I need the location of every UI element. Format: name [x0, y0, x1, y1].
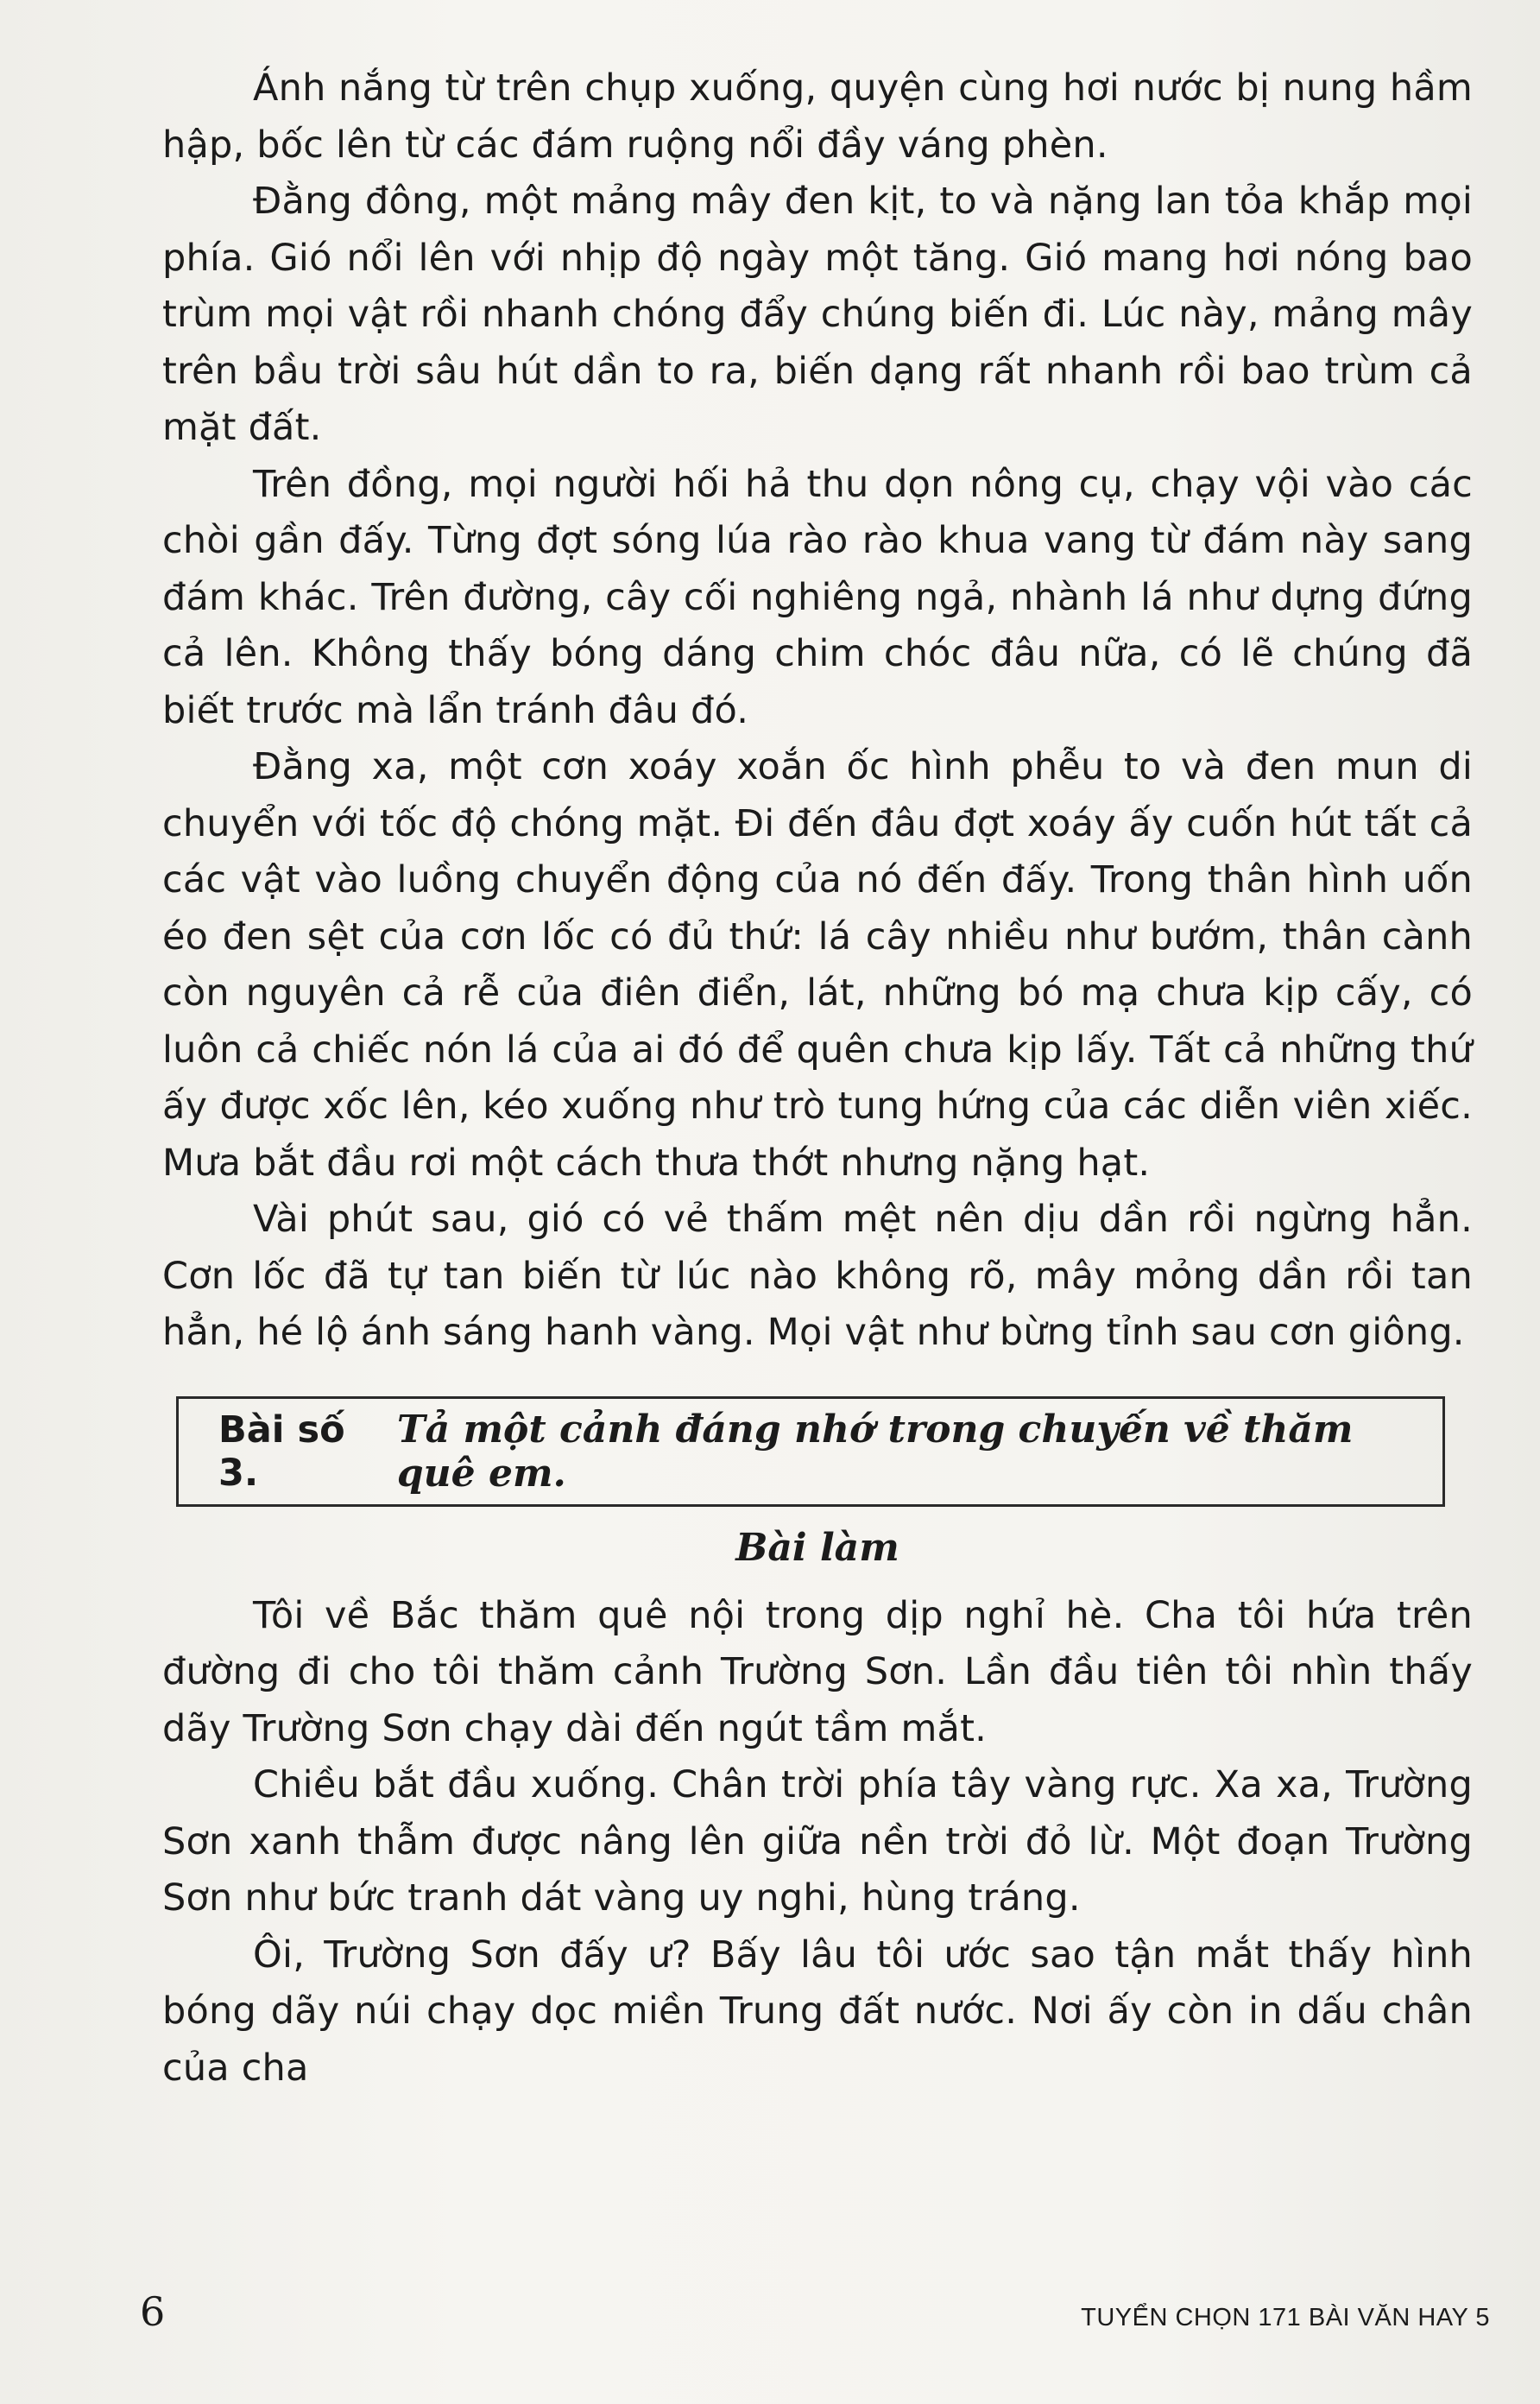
paragraph: Chiều bắt đầu xuống. Chân trời phía tây vàng rực. Xa xa, Trường Sơn xanh thẫm được nâng lên giữa nền trời đỏ lừ. Một đoạn Trường Sơn như bức tranh dát vàng uy nghi, hùng tráng. [162, 1763, 1473, 1920]
paragraph: Trên đồng, mọi người hối hả thu dọn nông cụ, chạy vội vào các chòi gần đấy. Từng đợt sóng lúa rào rào khua vang từ đám này sang đám khác. Trên đường, cây cối nghiêng ngả, nhành lá như dựng đứng cả lên. Không thấy bóng dáng chim chóc đâu nữa, có lẽ chúng đã biết trước mà lẩn tránh đâu đó. [162, 462, 1473, 732]
paragraph: Ôi, Trường Sơn đấy ư? Bấy lâu tôi ước sao tận mắt thấy hình bóng dãy núi chạy dọc miền Trung đất nước. Nơi ấy còn in dấu chân của cha [162, 1933, 1473, 2090]
answer-heading: Bài làm [735, 1525, 899, 1570]
paragraph: Ánh nắng từ trên chụp xuống, quyện cùng hơi nước bị nung hầm hập, bốc lên từ các đám ruộng nổi đầy váng phèn. [162, 66, 1473, 167]
exercise-number: Bài số 3. [218, 1408, 345, 1495]
exercise-title: Tả một cảnh đáng nhớ trong chuyến về thăm quê em. [396, 1407, 1354, 1496]
running-footer-book-title: TUYỂN CHỌN 171 BÀI VĂN HAY 5 [1081, 2304, 1490, 2331]
paragraph: Tôi về Bắc thăm quê nội trong dịp nghỉ hè. Cha tôi hứa trên đường đi cho tôi thăm cảnh Trường Sơn. Lần đầu tiên tôi nhìn thấy dãy Trường Sơn chạy dài đến ngút tầm mắt. [162, 1593, 1473, 1750]
paragraph: Vài phút sau, gió có vẻ thấm mệt nên dịu dần rồi ngừng hẳn. Cơn lốc đã tự tan biến từ lúc nào không rõ, mây mỏng dần rồi tan hẳn, hé lộ ánh sáng hanh vàng. Mọi vật như bừng tỉnh sau cơn giông. [162, 1198, 1473, 1354]
exercise-title-box [176, 1396, 1445, 1507]
paragraph: Đằng xa, một cơn xoáy xoắn ốc hình phễu to và đen mun di chuyển với tốc độ chóng mặt. Đi đến đâu đợt xoáy ấy cuốn hút tất cả các vật vào luồng chuyển động của nó đến đấy. Trong thân hình uốn éo đen sệt của cơn lốc có đủ thứ: lá cây nhiều như bướm, thân cành còn nguyên cả rễ của điên điển, lát, những bó mạ chưa kịp cấy, có luôn cả chiếc nón lá của ai đó để quên chưa kịp lấy. Tất cả những thứ ấy được xốc lên, kéo xuống như trò tung hứng của các diễn viên xiếc. Mưa bắt đầu rơi một cách thưa thớt nhưng nặng hạt. [162, 745, 1473, 1185]
page-content [162, 60, 1473, 2097]
page-number: 6 [140, 2288, 166, 2335]
paragraph: Đằng đông, một mảng mây đen kịt, to và nặng lan tỏa khắp mọi phía. Gió nổi lên với nhịp độ ngày một tăng. Gió mang hơi nóng bao trùm mọi vật rồi nhanh chóng đẩy chúng biến đi. Lúc này, mảng mây trên bầu trời sâu hút dần to ra, biến dạng rất nhanh rồi bao trùm cả mặt đất. [162, 180, 1473, 449]
